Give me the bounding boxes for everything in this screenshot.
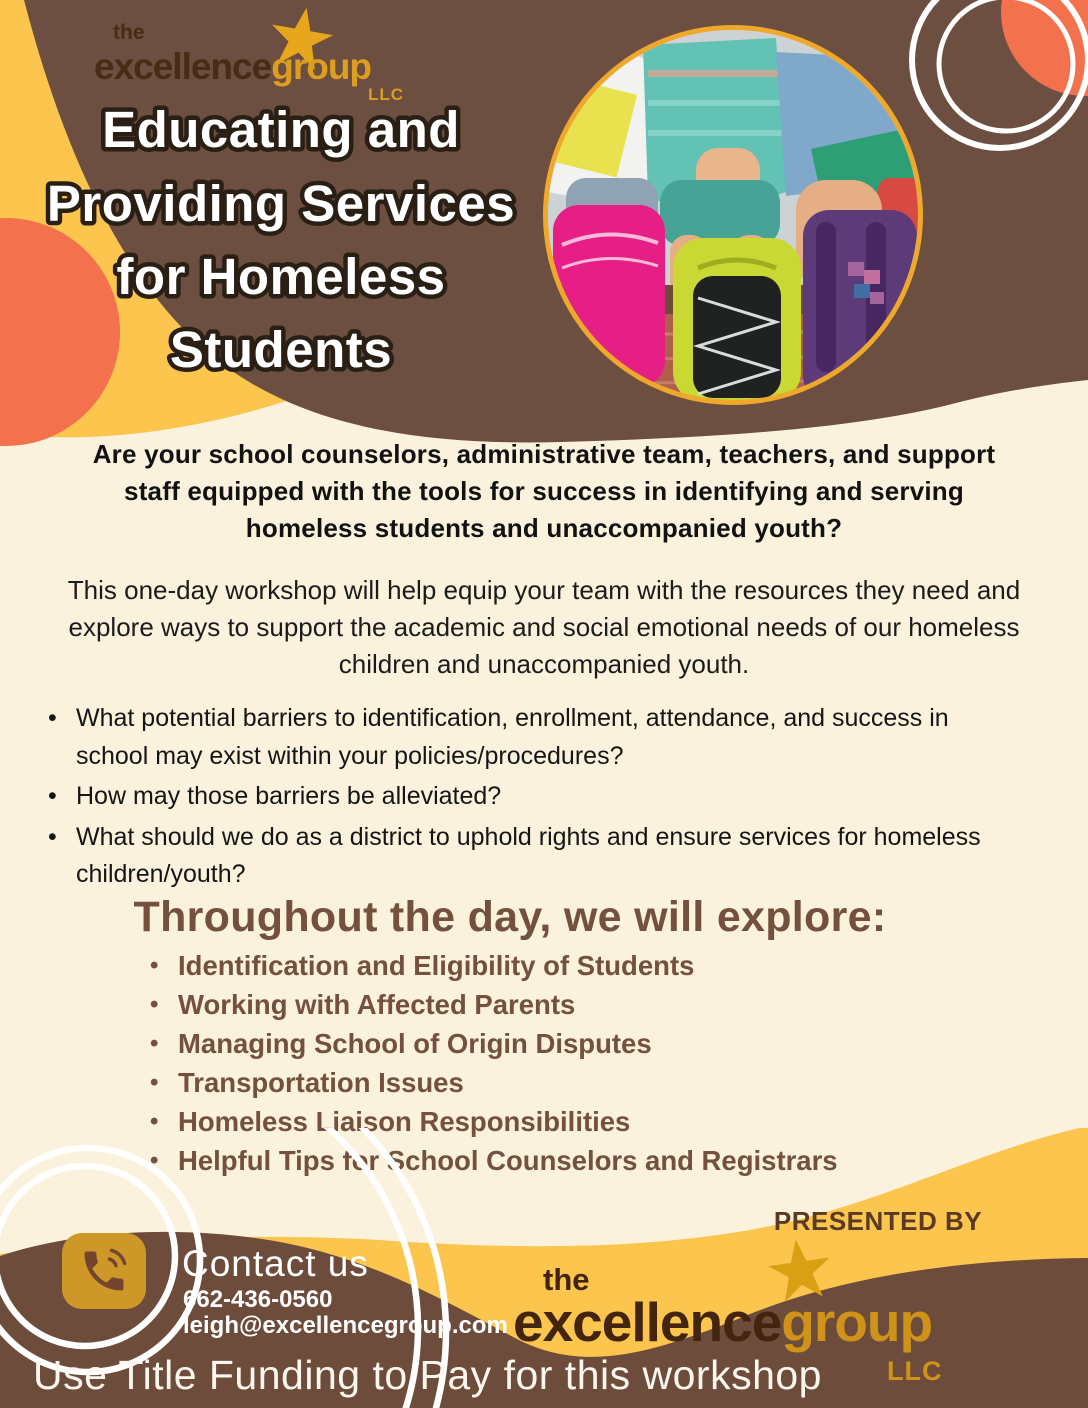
explore-item: • Managing School of Origin Disputes <box>148 1030 838 1058</box>
contact-phone: 662-436-0560 <box>183 1286 333 1313</box>
logo-llc: LLC <box>887 1356 943 1386</box>
phone-icon-badge <box>62 1233 146 1309</box>
title-line-4: Students <box>169 321 393 378</box>
svg-text:excellencegroup <box>94 46 371 87</box>
question-item: • How may those barriers be alleviated? <box>46 778 996 816</box>
question-item: • What potential barriers to identification, enrollment, attendance, and success in school may exist within your policies/procedures? <box>46 700 996 775</box>
contact-heading: Contact us <box>182 1243 369 1284</box>
title-line-2: Providing Services <box>46 175 516 232</box>
logo-excellence: excellence <box>94 46 272 87</box>
photo-illustration <box>548 30 918 400</box>
title-line-1: Educating and <box>102 101 460 158</box>
presented-by-label: PRESENTED BY <box>773 1206 983 1236</box>
explore-item: • Helpful Tips for School Counselors and Registrars <box>148 1147 838 1175</box>
logo-group: group <box>271 46 372 87</box>
students-backpacks-photo <box>543 25 923 405</box>
contact-email: leigh@excellencegroup.com <box>183 1312 508 1339</box>
intro-question: Are your school counselors, administrative team, teachers, and support staff equipped with the tools for success in identifying and serving homeless students and unaccompanied youth? <box>92 439 996 543</box>
footer-note: Use Title Funding to Pay for this workshop <box>33 1352 822 1398</box>
logo-llc: LLC <box>368 85 405 104</box>
intro-description: This one-day workshop will help equip your team with the resources they need and explore ways to support the academic and social emotional needs of our homeless children and unaccompanied youth. <box>67 575 1021 679</box>
question-item: • What should we do as a district to uphold rights and ensure services for homeless children/youth? <box>46 819 996 894</box>
title-line-3: for Homeless <box>116 248 446 305</box>
phone-icon <box>78 1245 130 1297</box>
logo-the: the <box>543 1262 590 1297</box>
explore-item: • Working with Affected Parents <box>148 991 838 1019</box>
explore-item: • Transportation Issues <box>148 1069 838 1097</box>
explore-item: • Identification and Eligibility of Students <box>148 952 838 980</box>
question-list <box>46 700 996 897</box>
logo-group: group <box>781 1291 933 1353</box>
explore-heading: Throughout the day, we will explore: <box>133 893 887 941</box>
explore-item: • Homeless Liaison Responsibilities <box>148 1108 838 1136</box>
logo-excellence: excellence <box>513 1291 782 1353</box>
logo-the: the <box>113 21 145 44</box>
